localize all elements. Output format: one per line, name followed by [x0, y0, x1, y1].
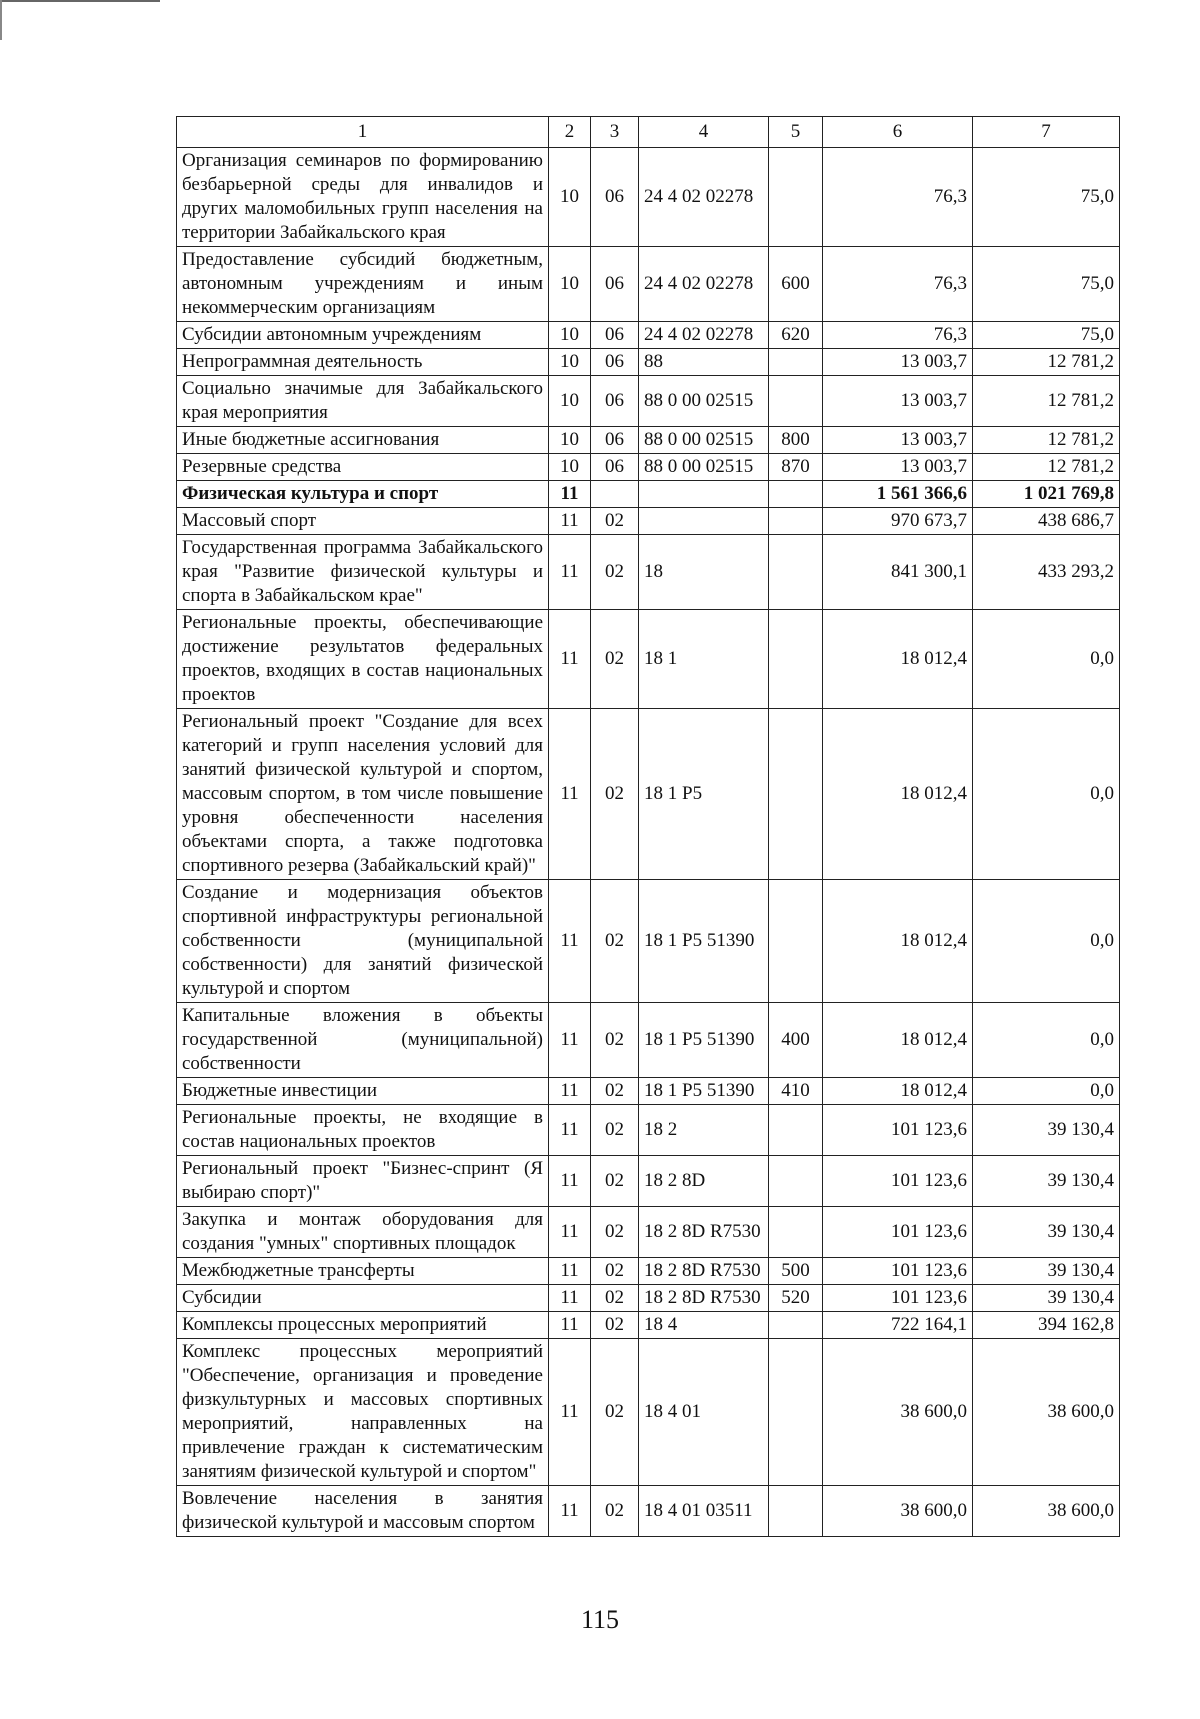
row-expense-type — [769, 1207, 823, 1258]
row-amount-2: 0,0 — [973, 709, 1120, 880]
row-expense-type — [769, 610, 823, 709]
table-row — [177, 508, 1120, 535]
table-row — [177, 1285, 1120, 1312]
row-target-article — [639, 481, 769, 508]
row-name: Бюджетные инвестиции — [177, 1078, 549, 1105]
row-amount-2: 75,0 — [973, 148, 1120, 247]
row-subsection: 02 — [591, 1078, 639, 1105]
row-amount-1: 101 123,6 — [823, 1258, 973, 1285]
row-subsection: 06 — [591, 427, 639, 454]
row-name: Государственная программа Забайкальского края "Развитие физической культуры и спорта в Забайкальском крае" — [177, 535, 549, 610]
row-expense-type — [769, 880, 823, 1003]
page-number: 115 — [580, 1605, 620, 1634]
row-amount-1: 722 164,1 — [823, 1312, 973, 1339]
row-name: Региональный проект "Создание для всех категорий и групп населения условий для занятий физической культурой и спортом, массовым спортом, в том числе повышение уровня обеспеченности населения объектами спорта, а также подготовка спортивного резерва (Забайкальский край)" — [177, 709, 549, 880]
row-amount-2: 394 162,8 — [973, 1312, 1120, 1339]
row-expense-type: 870 — [769, 454, 823, 481]
row-name: Межбюджетные трансферты — [177, 1258, 549, 1285]
row-section: 10 — [549, 322, 591, 349]
row-target-article: 18 — [639, 535, 769, 610]
row-name: Иные бюджетные ассигнования — [177, 427, 549, 454]
table-row — [177, 1156, 1120, 1207]
row-amount-1: 18 012,4 — [823, 1078, 973, 1105]
row-amount-2: 12 781,2 — [973, 349, 1120, 376]
row-amount-1: 13 003,7 — [823, 349, 973, 376]
row-name: Комплекс процессных мероприятий "Обеспечение, организация и проведение физкультурных и массовых спортивных мероприятий, направленных на привлечение граждан к систематическим занятиям физической культурой и спортом" — [177, 1339, 549, 1486]
row-subsection: 02 — [591, 1312, 639, 1339]
row-section: 11 — [549, 1258, 591, 1285]
table-row — [177, 349, 1120, 376]
row-amount-1: 970 673,7 — [823, 508, 973, 535]
row-target-article: 18 1 P5 51390 — [639, 1078, 769, 1105]
row-subsection: 02 — [591, 535, 639, 610]
row-target-article: 18 4 01 — [639, 1339, 769, 1486]
scan-edge-line — [0, 0, 160, 2]
row-subsection: 02 — [591, 709, 639, 880]
table-row — [177, 148, 1120, 247]
row-name: Субсидии — [177, 1285, 549, 1312]
row-amount-1: 38 600,0 — [823, 1486, 973, 1537]
row-amount-1: 76,3 — [823, 148, 973, 247]
row-subsection: 02 — [591, 1339, 639, 1486]
row-subsection: 06 — [591, 322, 639, 349]
row-amount-2: 0,0 — [973, 880, 1120, 1003]
header-col-7: 7 — [973, 117, 1120, 148]
row-name: Массовый спорт — [177, 508, 549, 535]
row-amount-1: 18 012,4 — [823, 610, 973, 709]
table-row — [177, 481, 1120, 508]
row-amount-1: 38 600,0 — [823, 1339, 973, 1486]
row-amount-1: 18 012,4 — [823, 880, 973, 1003]
row-amount-2: 39 130,4 — [973, 1156, 1120, 1207]
row-amount-2: 433 293,2 — [973, 535, 1120, 610]
row-section: 11 — [549, 880, 591, 1003]
row-amount-1: 76,3 — [823, 322, 973, 349]
row-subsection: 02 — [591, 1285, 639, 1312]
row-expense-type: 600 — [769, 247, 823, 322]
row-name: Комплексы процессных мероприятий — [177, 1312, 549, 1339]
row-subsection: 02 — [591, 1003, 639, 1078]
header-col-4: 4 — [639, 117, 769, 148]
header-row — [177, 117, 1120, 148]
row-target-article: 24 4 02 02278 — [639, 247, 769, 322]
row-target-article: 18 1 P5 51390 — [639, 880, 769, 1003]
row-amount-2: 39 130,4 — [973, 1207, 1120, 1258]
row-name: Региональный проект "Бизнес-спринт (Я выбираю спорт)" — [177, 1156, 549, 1207]
row-subsection: 06 — [591, 454, 639, 481]
row-expense-type — [769, 1156, 823, 1207]
table-row — [177, 535, 1120, 610]
row-target-article: 18 1 P5 51390 — [639, 1003, 769, 1078]
row-expense-type — [769, 1339, 823, 1486]
table-row — [177, 1003, 1120, 1078]
row-section: 11 — [549, 1003, 591, 1078]
row-section: 10 — [549, 349, 591, 376]
table-row — [177, 1486, 1120, 1537]
row-section: 10 — [549, 148, 591, 247]
row-section: 10 — [549, 427, 591, 454]
row-subsection: 02 — [591, 1156, 639, 1207]
row-expense-type: 800 — [769, 427, 823, 454]
table-row — [177, 1312, 1120, 1339]
row-amount-1: 101 123,6 — [823, 1105, 973, 1156]
table-row — [177, 709, 1120, 880]
row-target-article: 18 2 8D — [639, 1156, 769, 1207]
row-target-article: 18 1 — [639, 610, 769, 709]
row-subsection: 02 — [591, 1207, 639, 1258]
row-expense-type: 500 — [769, 1258, 823, 1285]
row-target-article: 88 — [639, 349, 769, 376]
row-name: Субсидии автономным учреждениям — [177, 322, 549, 349]
row-target-article — [639, 508, 769, 535]
row-subsection: 02 — [591, 1258, 639, 1285]
row-amount-2: 12 781,2 — [973, 376, 1120, 427]
row-amount-2: 39 130,4 — [973, 1258, 1120, 1285]
row-amount-1: 13 003,7 — [823, 427, 973, 454]
row-target-article: 88 0 00 02515 — [639, 376, 769, 427]
row-amount-2: 75,0 — [973, 247, 1120, 322]
row-amount-1: 101 123,6 — [823, 1285, 973, 1312]
row-name: Региональные проекты, обеспечивающие достижение результатов федеральных проектов, входящих в состав национальных проектов — [177, 610, 549, 709]
row-expense-type — [769, 1312, 823, 1339]
table-body — [177, 148, 1120, 1537]
row-expense-type — [769, 1486, 823, 1537]
row-amount-1: 76,3 — [823, 247, 973, 322]
row-section: 11 — [549, 535, 591, 610]
row-section: 10 — [549, 376, 591, 427]
row-target-article: 24 4 02 02278 — [639, 322, 769, 349]
row-amount-2: 0,0 — [973, 1078, 1120, 1105]
row-amount-2: 75,0 — [973, 322, 1120, 349]
row-subsection: 06 — [591, 148, 639, 247]
row-amount-2: 1 021 769,8 — [973, 481, 1120, 508]
row-amount-1: 13 003,7 — [823, 454, 973, 481]
row-target-article: 88 0 00 02515 — [639, 454, 769, 481]
table-row — [177, 427, 1120, 454]
row-amount-2: 12 781,2 — [973, 427, 1120, 454]
row-amount-2: 39 130,4 — [973, 1105, 1120, 1156]
row-expense-type — [769, 709, 823, 880]
header-col-3: 3 — [591, 117, 639, 148]
row-amount-2: 39 130,4 — [973, 1285, 1120, 1312]
row-section: 11 — [549, 1339, 591, 1486]
row-expense-type: 620 — [769, 322, 823, 349]
row-target-article: 24 4 02 02278 — [639, 148, 769, 247]
row-target-article: 18 2 — [639, 1105, 769, 1156]
row-name: Региональные проекты, не входящие в состав национальных проектов — [177, 1105, 549, 1156]
row-subsection: 06 — [591, 376, 639, 427]
row-section: 11 — [549, 481, 591, 508]
row-expense-type — [769, 148, 823, 247]
table-row — [177, 1105, 1120, 1156]
row-expense-type — [769, 535, 823, 610]
row-amount-1: 1 561 366,6 — [823, 481, 973, 508]
row-name: Резервные средства — [177, 454, 549, 481]
row-name: Предоставление субсидий бюджетным, автономным учреждениям и иным некоммерческим организациям — [177, 247, 549, 322]
row-expense-type — [769, 508, 823, 535]
row-target-article: 18 2 8D R7530 — [639, 1258, 769, 1285]
header-col-1: 1 — [177, 117, 549, 148]
table-row — [177, 322, 1120, 349]
row-section: 11 — [549, 1156, 591, 1207]
row-subsection: 02 — [591, 1105, 639, 1156]
row-name: Физическая культура и спорт — [177, 481, 549, 508]
budget-table — [176, 116, 1120, 1537]
row-name: Вовлечение населения в занятия физической культурой и массовым спортом — [177, 1486, 549, 1537]
row-expense-type: 400 — [769, 1003, 823, 1078]
table-row — [177, 1258, 1120, 1285]
row-amount-1: 13 003,7 — [823, 376, 973, 427]
row-amount-2: 438 686,7 — [973, 508, 1120, 535]
row-name: Закупка и монтаж оборудования для создания "умных" спортивных площадок — [177, 1207, 549, 1258]
table-row — [177, 1207, 1120, 1258]
row-amount-2: 38 600,0 — [973, 1339, 1120, 1486]
row-amount-1: 18 012,4 — [823, 709, 973, 880]
row-section: 11 — [549, 508, 591, 535]
row-section: 11 — [549, 1207, 591, 1258]
row-target-article: 18 4 01 03511 — [639, 1486, 769, 1537]
row-amount-1: 101 123,6 — [823, 1207, 973, 1258]
row-target-article: 18 2 8D R7530 — [639, 1207, 769, 1258]
row-section: 10 — [549, 454, 591, 481]
header-col-2: 2 — [549, 117, 591, 148]
row-section: 11 — [549, 1078, 591, 1105]
scan-edge-line-left — [0, 0, 2, 40]
row-amount-1: 18 012,4 — [823, 1003, 973, 1078]
row-name: Организация семинаров по формированию безбарьерной среды для инвалидов и других маломобильных групп населения на территории Забайкальского края — [177, 148, 549, 247]
row-expense-type — [769, 349, 823, 376]
row-name: Создание и модернизация объектов спортивной инфраструктуры региональной собственности (муниципальной собственности) для занятий физической культурой и спортом — [177, 880, 549, 1003]
row-amount-2: 38 600,0 — [973, 1486, 1120, 1537]
row-name: Социально значимые для Забайкальского края мероприятия — [177, 376, 549, 427]
row-expense-type — [769, 481, 823, 508]
table-row — [177, 247, 1120, 322]
row-target-article: 88 0 00 02515 — [639, 427, 769, 454]
row-expense-type: 410 — [769, 1078, 823, 1105]
header-col-6: 6 — [823, 117, 973, 148]
row-amount-1: 101 123,6 — [823, 1156, 973, 1207]
row-subsection: 02 — [591, 610, 639, 709]
row-name: Капитальные вложения в объекты государственной (муниципальной) собственности — [177, 1003, 549, 1078]
table-row — [177, 1078, 1120, 1105]
row-expense-type — [769, 376, 823, 427]
table-row — [177, 880, 1120, 1003]
row-amount-2: 0,0 — [973, 1003, 1120, 1078]
row-expense-type — [769, 1105, 823, 1156]
header-col-5: 5 — [769, 117, 823, 148]
row-subsection — [591, 481, 639, 508]
row-target-article: 18 1 P5 — [639, 709, 769, 880]
table-row — [177, 376, 1120, 427]
row-subsection: 06 — [591, 349, 639, 376]
row-section: 11 — [549, 1312, 591, 1339]
row-name: Непрограммная деятельность — [177, 349, 549, 376]
row-amount-1: 841 300,1 — [823, 535, 973, 610]
row-target-article: 18 2 8D R7530 — [639, 1285, 769, 1312]
row-section: 11 — [549, 1285, 591, 1312]
row-subsection: 02 — [591, 1486, 639, 1537]
row-section: 11 — [549, 610, 591, 709]
row-expense-type: 520 — [769, 1285, 823, 1312]
row-subsection: 02 — [591, 508, 639, 535]
row-section: 11 — [549, 1486, 591, 1537]
row-subsection: 06 — [591, 247, 639, 322]
row-amount-2: 0,0 — [973, 610, 1120, 709]
row-amount-2: 12 781,2 — [973, 454, 1120, 481]
row-section: 10 — [549, 247, 591, 322]
table-row — [177, 454, 1120, 481]
row-section: 11 — [549, 709, 591, 880]
row-subsection: 02 — [591, 880, 639, 1003]
table-row — [177, 610, 1120, 709]
row-target-article: 18 4 — [639, 1312, 769, 1339]
row-section: 11 — [549, 1105, 591, 1156]
table-row — [177, 1339, 1120, 1486]
